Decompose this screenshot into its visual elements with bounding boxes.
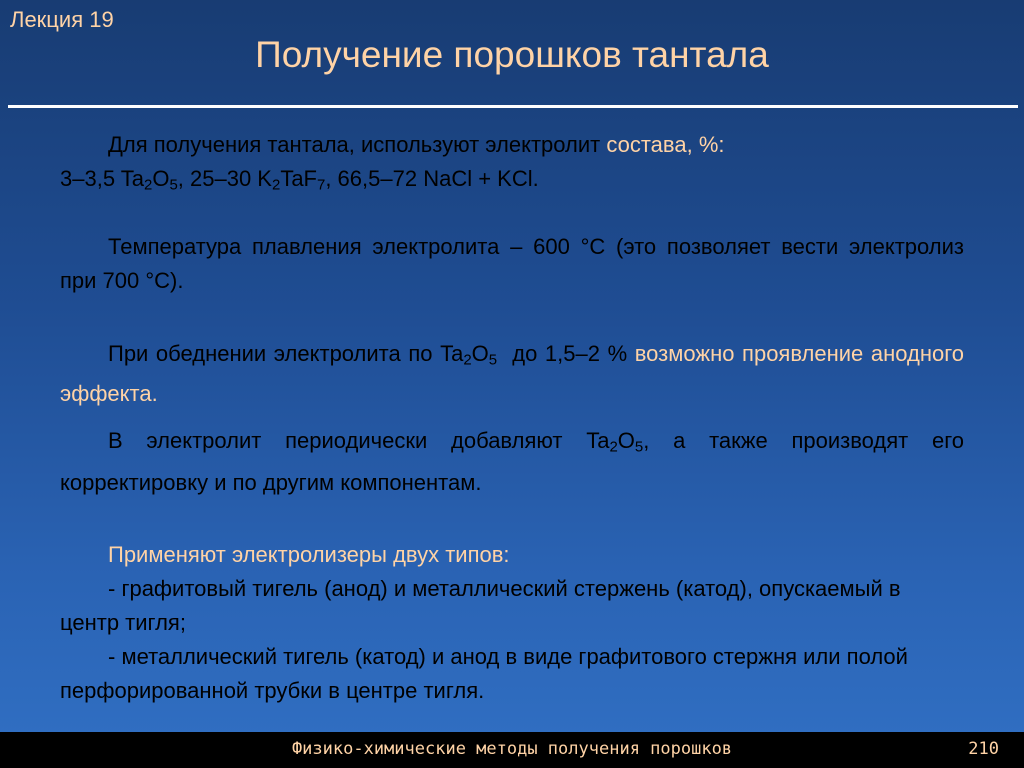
paragraph-text: Для получения тантала, используют электролит [108,132,607,157]
subscript: 7 [317,176,326,194]
footer-course-title: Физико-химические методы получения порошков [291,739,733,759]
highlight-text: состава, %: [606,132,725,157]
paragraph-text: В электролит периодически добавляют Ta [108,428,610,453]
cell-type-item: - металлический тигель (катод) и анод в виде графитового стержня или полой перфорированной трубки в центре тигля. [60,644,908,703]
cell-type-item: - графитовый тигель (анод) и металлический стержень (катод), опускаемый в центр тигля; [60,576,901,635]
formula-part: , 25–30 K [177,166,272,191]
lecture-label: Лекция 19 [10,7,114,32]
footer-bar [0,732,1024,768]
paragraph-additions [60,420,964,504]
formula-part: 3–3,5 Ta [60,166,145,191]
subscript: 2 [144,176,153,194]
formula-part: , 66,5–72 NaCl + KCl. [325,166,539,191]
paragraph-text: O [471,341,489,366]
composition-formula [60,162,964,196]
slide-title: Получение порошков тантала [255,34,769,75]
subscript: 5 [488,351,498,369]
subscript: 2 [271,176,281,194]
title-divider [8,105,1018,108]
subscript: 5 [634,438,644,456]
subscript: 2 [609,438,618,456]
page-number: 210 [968,739,999,759]
formula-part: O [152,166,170,191]
paragraph-text: O [617,428,635,453]
paragraph-depletion [60,334,964,414]
paragraph-text: до 1,5–2 % [497,341,635,366]
highlight-text: возможно проявление анодного эффекта. [60,341,965,406]
cell-types-heading: Применяют электролизеры двух типов: [108,542,510,567]
paragraph-text: , а также производят его корректировку и по другим компонентам. [60,428,965,495]
formula-part: TaF [280,166,317,191]
paragraph-melting-temperature: Температура плавления электролита – 600 °С (это позволяет вести электролиз при 700 °С). [60,234,964,293]
paragraph-text: При обеднении электролита по Ta [108,341,464,366]
subscript: 5 [169,176,178,194]
paragraph-electrolyte-composition [60,128,964,162]
slide-body [60,128,964,708]
subscript: 2 [463,351,472,369]
